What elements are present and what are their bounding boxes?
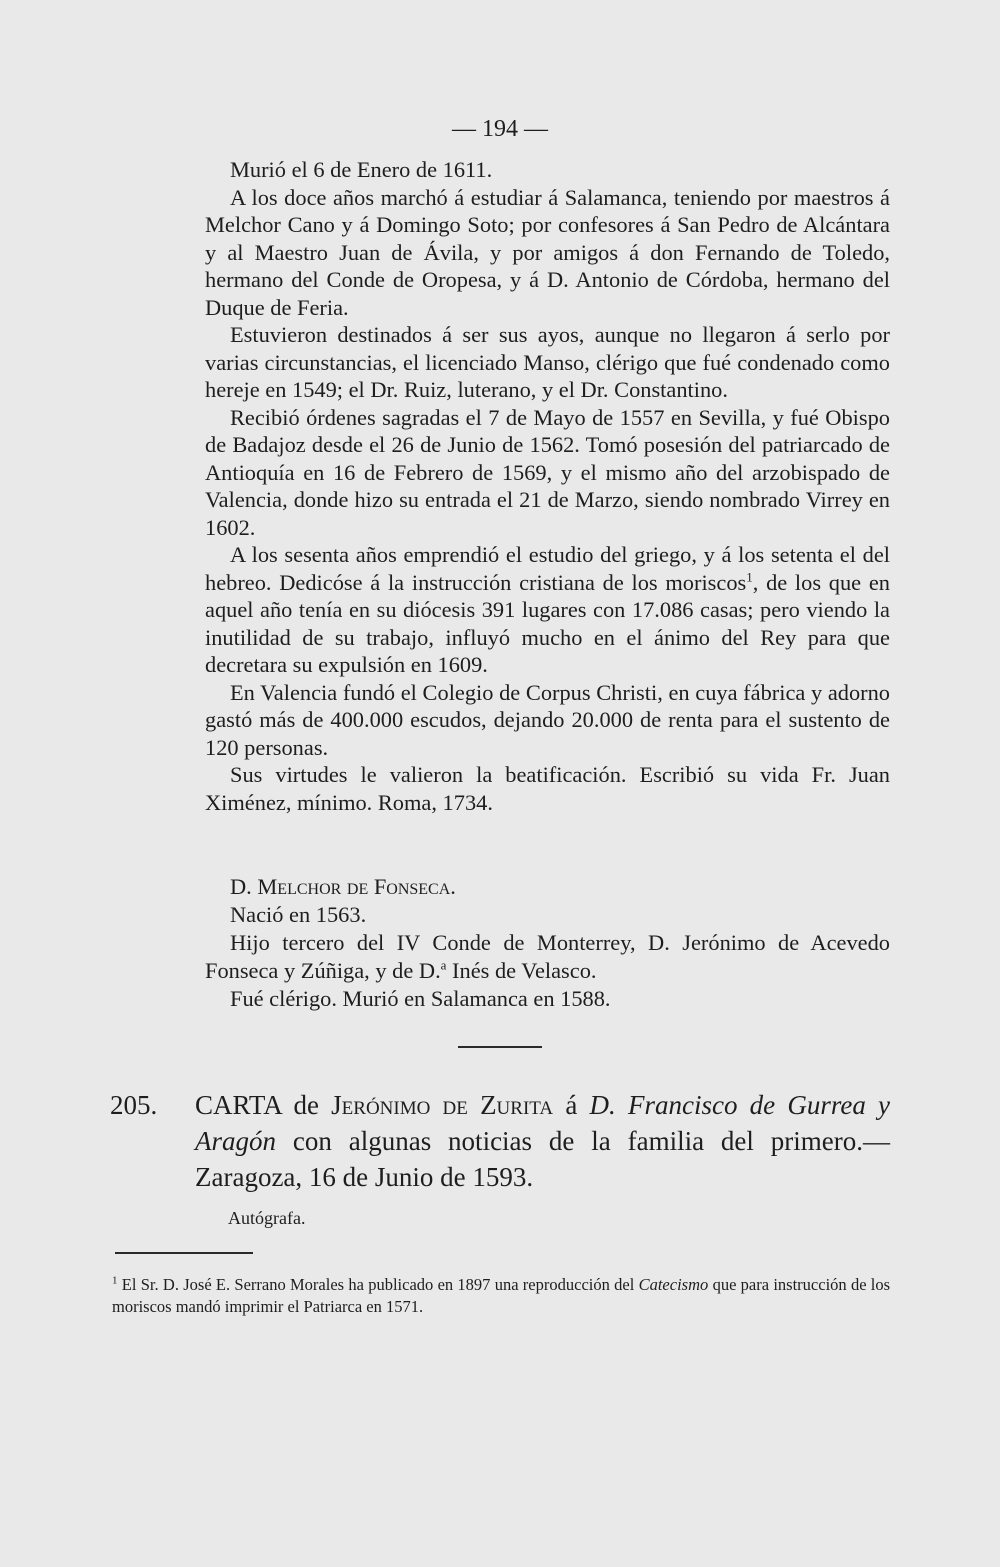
heading-prefix: D.	[230, 874, 252, 899]
fonseca-death: Fué clérigo. Murió en Salamanca en 1588.	[230, 986, 611, 1011]
paragraph	[205, 541, 890, 679]
main-text	[205, 156, 890, 816]
footnote	[112, 1274, 890, 1318]
paragraph: Sus virtudes le valieron la beatificación. Escribió su vida Fr. Juan Ximénez, mínimo. Roma, 1734.	[205, 762, 890, 815]
paragraph: Estuvieron destinados á ser sus ayos, aunque no llegaron á serlo por varias circunstancias, el licenciado Manso, clérigo que fué condenado como hereje en 1549; el Dr. Ruiz, luterano, y el Dr. Constantino.	[205, 322, 890, 402]
fonseca-bio	[205, 929, 890, 985]
page-number: — 194 —	[452, 116, 548, 142]
fonseca-name: Melchor de Fonseca.	[257, 874, 456, 899]
paragraph: A los doce años marchó á estudiar á Salamanca, teniendo por maestros á Melchor Cano y á Domingo Soto; por confesores á San Pedro de Alcántara y al Maestro Juan de Ávila, y por amigos á don Fernando de Toledo, hermano del Conde de Oropesa, y á D. Antonio de Córdoba, hermano del Duque de Feria.	[205, 184, 890, 320]
text-fragment: Inés de Velasco.	[446, 958, 597, 983]
footnote-text: que para instrucción de los moriscos mandó imprimir el Patriarca en 1571.	[112, 1275, 891, 1316]
section-divider	[458, 1046, 542, 1048]
fonseca-section	[205, 873, 890, 1013]
text-fragment: A los sesenta años emprendió el estudio del griego, y á los setenta el del hebreo. Dedicóse á la instrucción cristiana de los moriscos	[205, 542, 890, 595]
superscript: a	[440, 957, 447, 973]
entry-author: Jerónimo de Zurita	[331, 1090, 554, 1120]
fonseca-heading	[205, 873, 890, 901]
entry-title	[195, 1087, 890, 1195]
entry-a: á	[565, 1090, 578, 1120]
text-fragment: Hijo tercero del IV Conde de Monterrey, D. Jerónimo de Acevedo Fonseca y Zúñiga, y de D.	[205, 930, 890, 983]
footnote-mark: 1	[112, 1274, 118, 1287]
text-fragment: , de los que en aquel año tenía en su diócesis 391 lugares con 17.086 casas; pero viendo la inutilidad de su trabajo, influyó mucho en el ánimo del Rey para que decretara su expulsión en 1609.	[205, 569, 890, 677]
entry-recipient: D. Francisco de Gurrea y Aragón	[195, 1090, 891, 1156]
entry-note: Autógrafa.	[228, 1208, 306, 1228]
paragraph: Murió el 6 de Enero de 1611.	[230, 157, 493, 182]
footnote-text: El Sr. D. José E. Serrano Morales ha publicado en 1897 una reproducción del	[121, 1275, 635, 1294]
footnote-reference: 1	[746, 569, 753, 585]
footnote-divider	[115, 1252, 253, 1254]
paragraph: En Valencia fundó el Colegio de Corpus Christi, en cuya fábrica y adorno gastó más de 400.000 escudos, dejando 20.000 de renta para el sustento de 120 personas.	[205, 679, 890, 760]
entry-number: 205.	[110, 1090, 158, 1120]
fonseca-born: Nació en 1563.	[230, 902, 367, 927]
entry-carta: CARTA de	[195, 1090, 319, 1120]
catalog-entry	[110, 1087, 890, 1195]
entry-rest: con algunas noticias de la familia del primero.— Zaragoza, 16 de Junio de 1593.	[195, 1126, 890, 1192]
footnote-title: Catecismo	[638, 1275, 709, 1294]
paragraph: Recibió órdenes sagradas el 7 de Mayo de 1557 en Sevilla, y fué Obispo de Badajoz desde el 26 de Junio de 1562. Tomó posesión del patriarcado de Antioquía en 16 de Febrero de 1569, y el mismo año del arzobispado de Valencia, donde hizo su entrada el 21 de Marzo, siendo nombrado Virrey en 1602.	[205, 404, 890, 540]
